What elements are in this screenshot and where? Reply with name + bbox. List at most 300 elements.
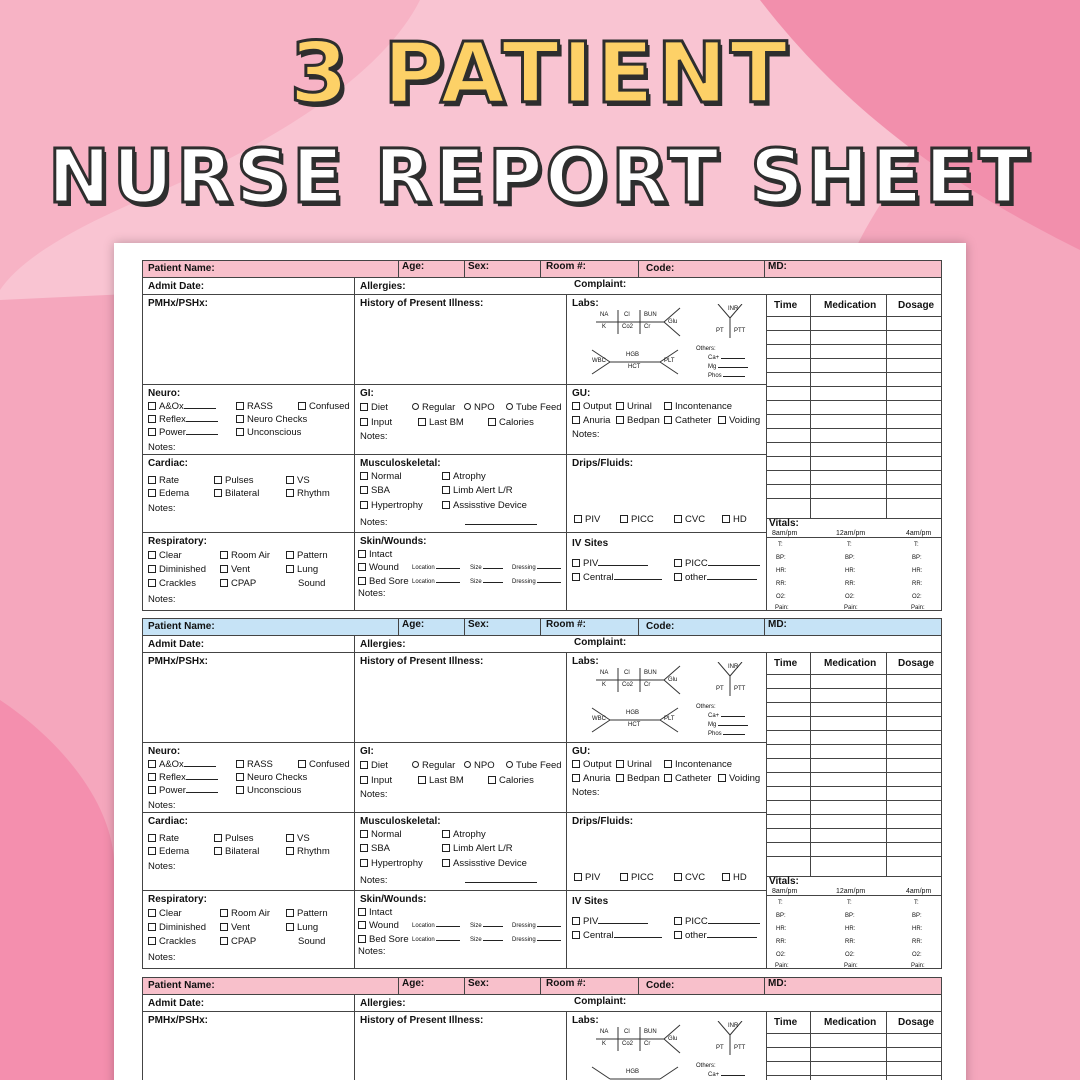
- cardiac-rate[interactable]: Rate: [148, 833, 179, 844]
- skin-intact[interactable]: Intact: [358, 907, 392, 918]
- resp-notes: Notes:: [148, 594, 176, 605]
- med-dosage-header: Dosage: [898, 1017, 935, 1028]
- gu-incontenance[interactable]: Incontenance: [664, 759, 732, 770]
- lab-glu: Glu: [668, 677, 678, 683]
- checkbox-icon: [360, 501, 368, 509]
- resp-lung[interactable]: Lung: [286, 564, 318, 575]
- checkbox-icon: [674, 559, 682, 567]
- vital-o2-3: O2:: [912, 952, 922, 958]
- gi-calories[interactable]: Calories: [488, 775, 534, 786]
- lab-k: K: [602, 324, 607, 330]
- gu-notes: Notes:: [572, 787, 600, 798]
- cardiac-edema[interactable]: Edema: [148, 846, 189, 857]
- vital-hr-3: HR:: [912, 926, 923, 932]
- checkbox-icon: [286, 847, 294, 855]
- vitals-time-2: 12am/pm: [836, 530, 866, 537]
- patient-header-row: [142, 260, 942, 278]
- checkbox-icon: [358, 935, 366, 943]
- checkbox-icon: [286, 551, 294, 559]
- vital-hr-1: HR:: [776, 926, 787, 932]
- med-medication-header: Medication: [824, 658, 877, 669]
- room-label: Room #:: [546, 978, 586, 989]
- checkbox-icon: [572, 573, 580, 581]
- msk-sba[interactable]: SBA: [360, 485, 390, 496]
- wound-size: Size: [470, 565, 503, 571]
- checkbox-icon: [298, 760, 306, 768]
- vital-rr-2: RR:: [845, 581, 856, 587]
- skin-wound[interactable]: Wound: [358, 920, 399, 931]
- vital-pain-2: Pain:: [844, 963, 858, 969]
- checkbox-icon: [298, 402, 306, 410]
- checkbox-icon: [286, 565, 294, 573]
- drips-hd[interactable]: HD: [722, 514, 747, 525]
- checkbox-icon: [236, 773, 244, 781]
- checkbox-icon: [358, 908, 366, 916]
- vitals-time-2: 12am/pm: [836, 888, 866, 895]
- checkbox-icon: [442, 486, 450, 494]
- checkbox-icon: [722, 873, 730, 881]
- medication-grid: [766, 1011, 942, 1080]
- resp-cpap[interactable]: CPAP: [220, 578, 256, 589]
- checkbox-icon: [148, 909, 156, 917]
- drips-cvc[interactable]: CVC: [674, 514, 705, 525]
- wound-location: Location: [412, 923, 460, 929]
- checkbox-icon: [620, 873, 628, 881]
- code-label: Code:: [646, 621, 675, 632]
- title-line-1: 3 PATIENT: [289, 24, 791, 122]
- lab-glu: Glu: [668, 319, 678, 325]
- gu-urinal[interactable]: Urinal: [616, 401, 652, 412]
- msk-atrophy[interactable]: Atrophy: [442, 829, 486, 840]
- vital-bp-1: BP:: [776, 913, 786, 919]
- lab-na: NA: [600, 1029, 609, 1035]
- lab-pt: PT: [716, 328, 724, 334]
- lab-k: K: [602, 1041, 607, 1047]
- gi-regular[interactable]: Regular: [412, 402, 455, 413]
- drips-picc[interactable]: PICC: [620, 872, 654, 883]
- admit-date-label: Admit Date:: [148, 281, 205, 292]
- gu-voiding[interactable]: Voiding: [718, 773, 760, 784]
- checkbox-icon: [574, 515, 582, 523]
- lab-cl: Cl: [624, 670, 630, 676]
- checkbox-icon: [572, 416, 580, 424]
- checkbox-icon: [616, 760, 624, 768]
- gu-output[interactable]: Output: [572, 759, 612, 770]
- md-label: MD:: [768, 261, 787, 272]
- msk-limb-alert[interactable]: Limb Alert L/R: [442, 843, 513, 854]
- checkbox-icon: [358, 563, 366, 571]
- checkbox-icon: [236, 786, 244, 794]
- neuro-aox[interactable]: A&Ox: [148, 759, 216, 770]
- resp-room-air[interactable]: Room Air: [220, 550, 270, 561]
- checkbox-icon: [664, 402, 672, 410]
- neuro-confused[interactable]: Confused: [298, 401, 350, 412]
- drips-hd[interactable]: HD: [722, 872, 747, 883]
- msk-normal[interactable]: Normal: [360, 829, 402, 840]
- checkbox-icon: [286, 834, 294, 842]
- neuro-label: Neuro:: [148, 388, 181, 399]
- skin-intact[interactable]: Intact: [358, 549, 392, 560]
- cardiac-rate[interactable]: Rate: [148, 475, 179, 486]
- gi-tube-feed[interactable]: Tube Feed: [506, 402, 562, 413]
- neuro-confused[interactable]: Confused: [298, 759, 350, 770]
- neuro-checks[interactable]: Neuro Checks: [236, 414, 307, 425]
- lab-phos: Phos: [708, 731, 745, 737]
- gi-npo[interactable]: NPO: [464, 402, 495, 413]
- iv-picc[interactable]: PICC: [674, 558, 760, 569]
- gu-urinal[interactable]: Urinal: [616, 759, 652, 770]
- resp-clear[interactable]: Clear: [148, 908, 182, 919]
- lab-bun: BUN: [644, 670, 657, 676]
- resp-sound: Sound: [298, 936, 326, 947]
- drips-label: Drips/Fluids:: [572, 458, 634, 469]
- resp-pattern[interactable]: Pattern: [286, 550, 328, 561]
- msk-assistive[interactable]: Assisstive Device: [442, 500, 527, 511]
- msk-hypertrophy[interactable]: Hypertrophy: [360, 858, 423, 869]
- radio-icon: [506, 403, 513, 410]
- lab-hct: HCT: [628, 722, 641, 728]
- checkbox-icon: [220, 923, 228, 931]
- gu-voiding[interactable]: Voiding: [718, 415, 760, 426]
- lab-others: Others:: [696, 1063, 716, 1069]
- lab-k: K: [602, 682, 607, 688]
- lab-phos: Phos: [708, 373, 745, 379]
- checkbox-icon: [674, 873, 682, 881]
- lab-ca: Ca+: [708, 355, 745, 361]
- skin-wound[interactable]: Wound: [358, 562, 399, 573]
- room-label: Room #:: [546, 619, 586, 630]
- age-label: Age:: [402, 978, 425, 989]
- pmhx-label: PMHx/PSHx:: [148, 298, 209, 309]
- gi-last-bm[interactable]: Last BM: [418, 417, 464, 428]
- iv-central[interactable]: Central: [572, 930, 662, 941]
- gi-input[interactable]: Input: [360, 775, 392, 786]
- lab-glu: Glu: [668, 1036, 678, 1042]
- checkbox-icon: [620, 515, 628, 523]
- gu-bedpan[interactable]: Bedpan: [616, 415, 660, 426]
- cardiac-label: Cardiac:: [148, 458, 189, 469]
- iv-label: IV Sites: [572, 538, 609, 549]
- msk-sba[interactable]: SBA: [360, 843, 390, 854]
- vital-hr-2: HR:: [845, 568, 856, 574]
- checkbox-icon: [220, 937, 228, 945]
- checkbox-icon: [442, 830, 450, 838]
- checkbox-icon: [664, 774, 672, 782]
- checkbox-icon: [148, 415, 156, 423]
- gi-last-bm[interactable]: Last BM: [418, 775, 464, 786]
- cardiac-pulses[interactable]: Pulses: [214, 833, 254, 844]
- checkbox-icon: [360, 776, 368, 784]
- gu-catheter[interactable]: Catheter: [664, 773, 711, 784]
- neuro-unconscious[interactable]: Unconscious: [236, 427, 301, 438]
- cardiac-rhythm[interactable]: Rhythm: [286, 846, 330, 857]
- lab-co2: Co2: [622, 324, 634, 330]
- radio-icon: [412, 403, 419, 410]
- iv-other[interactable]: other: [674, 930, 757, 941]
- lab-hct: HCT: [628, 364, 641, 370]
- cardiac-notes: Notes:: [148, 503, 176, 514]
- wound-dressing: Dressing: [512, 923, 561, 929]
- neuro-checks[interactable]: Neuro Checks: [236, 772, 307, 783]
- lab-co2: Co2: [622, 682, 634, 688]
- checkbox-icon: [360, 472, 368, 480]
- resp-diminished[interactable]: Diminished: [148, 922, 206, 933]
- checkbox-icon: [664, 416, 672, 424]
- gu-incontenance[interactable]: Incontenance: [664, 401, 732, 412]
- complaint-label: Complaint:: [574, 637, 627, 648]
- checkbox-icon: [418, 776, 426, 784]
- skin-bed-sore[interactable]: Bed Sore: [358, 934, 409, 945]
- checkbox-icon: [360, 403, 368, 411]
- msk-atrophy[interactable]: Atrophy: [442, 471, 486, 482]
- gi-diet[interactable]: Diet: [360, 402, 388, 413]
- resp-cpap[interactable]: CPAP: [220, 936, 256, 947]
- drips-piv[interactable]: PIV: [574, 872, 600, 883]
- checkbox-icon: [286, 909, 294, 917]
- complaint-label: Complaint:: [574, 996, 627, 1007]
- resp-lung[interactable]: Lung: [286, 922, 318, 933]
- gu-anuria[interactable]: Anuria: [572, 773, 610, 784]
- vital-bp-3: BP:: [912, 555, 922, 561]
- gu-anuria[interactable]: Anuria: [572, 415, 610, 426]
- checkbox-icon: [286, 489, 294, 497]
- code-label: Code:: [646, 980, 675, 991]
- labs-label: Labs:: [572, 298, 599, 309]
- gi-calories[interactable]: Calories: [488, 417, 534, 428]
- checkbox-icon: [360, 418, 368, 426]
- checkbox-icon: [236, 415, 244, 423]
- resp-vent[interactable]: Vent: [220, 922, 250, 933]
- cardiac-label: Cardiac:: [148, 816, 189, 827]
- resp-crackles[interactable]: Crackles: [148, 936, 196, 947]
- checkbox-icon: [214, 476, 222, 484]
- gi-regular[interactable]: Regular: [412, 760, 455, 771]
- checkbox-icon: [236, 402, 244, 410]
- vital-pain-3: Pain:: [911, 605, 925, 611]
- neuro-unconscious[interactable]: Unconscious: [236, 785, 301, 796]
- lab-mg: Mg: [708, 722, 748, 728]
- vital-rr-3: RR:: [912, 939, 923, 945]
- resp-vent[interactable]: Vent: [220, 564, 250, 575]
- sex-label: Sex:: [468, 978, 490, 989]
- lab-ptt: PTT: [734, 1045, 746, 1051]
- iv-piv[interactable]: PIV: [572, 558, 648, 569]
- neuro-power[interactable]: Power: [148, 427, 218, 438]
- vital-rr-3: RR:: [912, 581, 923, 587]
- neuro-aox[interactable]: A&Ox: [148, 401, 216, 412]
- vital-bp-3: BP:: [912, 913, 922, 919]
- checkbox-icon: [616, 774, 624, 782]
- checkbox-icon: [674, 917, 682, 925]
- cardiac-vs[interactable]: VS: [286, 833, 310, 844]
- checkbox-icon: [148, 923, 156, 931]
- pmhx-label: PMHx/PSHx:: [148, 1015, 209, 1026]
- resp-crackles[interactable]: Crackles: [148, 578, 196, 589]
- checkbox-icon: [148, 937, 156, 945]
- checkbox-icon: [718, 774, 726, 782]
- vital-t-2: T:: [847, 542, 852, 548]
- checkbox-icon: [574, 873, 582, 881]
- patient-section-3: [142, 977, 942, 1080]
- cardiac-vs[interactable]: VS: [286, 475, 310, 486]
- labs-label: Labs:: [572, 1015, 599, 1026]
- resp-diminished[interactable]: Diminished: [148, 564, 206, 575]
- checkbox-icon: [148, 773, 156, 781]
- checkbox-icon: [572, 559, 580, 567]
- hpi-label: History of Present Illness:: [360, 656, 484, 667]
- msk-limb-alert[interactable]: Limb Alert L/R: [442, 485, 513, 496]
- vital-o2-1: O2:: [776, 594, 786, 600]
- gi-diet[interactable]: Diet: [360, 760, 388, 771]
- checkbox-icon: [488, 776, 496, 784]
- age-label: Age:: [402, 261, 425, 272]
- iv-piv[interactable]: PIV: [572, 916, 648, 927]
- checkbox-icon: [360, 830, 368, 838]
- gu-catheter[interactable]: Catheter: [664, 415, 711, 426]
- lab-hgb: HGB: [626, 710, 640, 716]
- lab-cl: Cl: [624, 1029, 630, 1035]
- vital-rr-1: RR:: [776, 581, 787, 587]
- resp-room-air[interactable]: Room Air: [220, 908, 270, 919]
- resp-sound: Sound: [298, 578, 326, 589]
- vital-bp-2: BP:: [845, 913, 855, 919]
- vital-o2-1: O2:: [776, 952, 786, 958]
- checkbox-icon: [286, 476, 294, 484]
- resp-pattern[interactable]: Pattern: [286, 908, 328, 919]
- checkbox-icon: [572, 760, 580, 768]
- gu-output[interactable]: Output: [572, 401, 612, 412]
- checkbox-icon: [572, 931, 580, 939]
- iv-picc[interactable]: PICC: [674, 916, 760, 927]
- msk-normal[interactable]: Normal: [360, 471, 402, 482]
- report-sheet-paper: [114, 243, 966, 1080]
- allergies-label: Allergies:: [360, 998, 406, 1009]
- wound-size: Size: [470, 923, 503, 929]
- checkbox-icon: [220, 565, 228, 573]
- checkbox-icon: [674, 931, 682, 939]
- med-medication-header: Medication: [824, 1017, 877, 1028]
- drips-piv[interactable]: PIV: [574, 514, 600, 525]
- checkbox-icon: [442, 501, 450, 509]
- vitals-label: Vitals:: [769, 518, 799, 529]
- radio-icon: [464, 403, 471, 410]
- bedsore-size: Size: [470, 937, 503, 943]
- lab-fishbone-diagram: [590, 304, 766, 384]
- neuro-reflex[interactable]: Reflex: [148, 772, 218, 783]
- checkbox-icon: [148, 786, 156, 794]
- vitals-time-3: 4am/pm: [906, 888, 932, 895]
- lab-hgb: HGB: [626, 352, 640, 358]
- checkbox-icon: [674, 515, 682, 523]
- cardiac-bilateral[interactable]: Bilateral: [214, 488, 259, 499]
- md-label: MD:: [768, 619, 787, 630]
- checkbox-icon: [616, 402, 624, 410]
- vital-pain-1: Pain:: [775, 605, 789, 611]
- vital-bp-2: BP:: [845, 555, 855, 561]
- skin-bed-sore[interactable]: Bed Sore: [358, 576, 409, 587]
- gi-input[interactable]: Input: [360, 417, 392, 428]
- checkbox-icon: [664, 760, 672, 768]
- checkbox-icon: [286, 923, 294, 931]
- cardiac-pulses[interactable]: Pulses: [214, 475, 254, 486]
- vital-bp-1: BP:: [776, 555, 786, 561]
- lab-wbc: WBC: [592, 716, 606, 722]
- checkbox-icon: [214, 847, 222, 855]
- msk-assistive[interactable]: Assisstive Device: [442, 858, 527, 869]
- neuro-notes: Notes:: [148, 800, 176, 811]
- neuro-rass[interactable]: RASS: [236, 401, 273, 412]
- checkbox-icon: [236, 760, 244, 768]
- patient-name-label: Patient Name:: [148, 263, 215, 274]
- complaint-label: Complaint:: [574, 279, 627, 290]
- drips-cvc[interactable]: CVC: [674, 872, 705, 883]
- checkbox-icon: [360, 761, 368, 769]
- cardiac-bilateral[interactable]: Bilateral: [214, 846, 259, 857]
- lab-na: NA: [600, 312, 609, 318]
- skin-notes: Notes:: [358, 946, 386, 957]
- resp-clear[interactable]: Clear: [148, 550, 182, 561]
- vital-t-3: T:: [914, 542, 919, 548]
- lab-inr: INR: [728, 306, 739, 312]
- gi-label: GI:: [360, 388, 374, 399]
- sex-label: Sex:: [468, 261, 490, 272]
- hpi-label: History of Present Illness:: [360, 1015, 484, 1026]
- hpi-label: History of Present Illness:: [360, 298, 484, 309]
- gi-npo[interactable]: NPO: [464, 760, 495, 771]
- lab-inr: INR: [728, 1023, 739, 1029]
- checkbox-icon: [360, 859, 368, 867]
- resp-label: Respiratory:: [148, 894, 207, 905]
- neuro-rass[interactable]: RASS: [236, 759, 273, 770]
- gu-bedpan[interactable]: Bedpan: [616, 773, 660, 784]
- checkbox-icon: [442, 844, 450, 852]
- neuro-power[interactable]: Power: [148, 785, 218, 796]
- code-label: Code:: [646, 263, 675, 274]
- med-time-header: Time: [774, 658, 798, 669]
- title-line-2: NURSE REPORT SHEET: [48, 134, 1032, 220]
- lab-others: Others:: [696, 704, 716, 710]
- checkbox-icon: [148, 565, 156, 573]
- lab-bun: BUN: [644, 312, 657, 318]
- vital-t-1: T:: [778, 900, 783, 906]
- radio-icon: [506, 761, 513, 768]
- vital-t-1: T:: [778, 542, 783, 548]
- neuro-reflex[interactable]: Reflex: [148, 414, 218, 425]
- checkbox-icon: [214, 834, 222, 842]
- cardiac-edema[interactable]: Edema: [148, 488, 189, 499]
- checkbox-icon: [148, 579, 156, 587]
- vitals-label: Vitals:: [769, 876, 799, 887]
- allergies-label: Allergies:: [360, 281, 406, 292]
- resp-label: Respiratory:: [148, 536, 207, 547]
- vital-t-2: T:: [847, 900, 852, 906]
- med-dosage-header: Dosage: [898, 658, 935, 669]
- vital-t-3: T:: [914, 900, 919, 906]
- msk-hypertrophy[interactable]: Hypertrophy: [360, 500, 423, 511]
- checkbox-icon: [148, 476, 156, 484]
- bedsore-dressing: Dressing: [512, 579, 561, 585]
- drips-picc[interactable]: PICC: [620, 514, 654, 525]
- gi-tube-feed[interactable]: Tube Feed: [506, 760, 562, 771]
- iv-label: IV Sites: [572, 896, 609, 907]
- lab-inr: INR: [728, 664, 739, 670]
- iv-other[interactable]: other: [674, 572, 757, 583]
- checkbox-icon: [718, 416, 726, 424]
- drips-label: Drips/Fluids:: [572, 816, 634, 827]
- gu-label: GU:: [572, 388, 591, 399]
- cardiac-rhythm[interactable]: Rhythm: [286, 488, 330, 499]
- iv-central[interactable]: Central: [572, 572, 662, 583]
